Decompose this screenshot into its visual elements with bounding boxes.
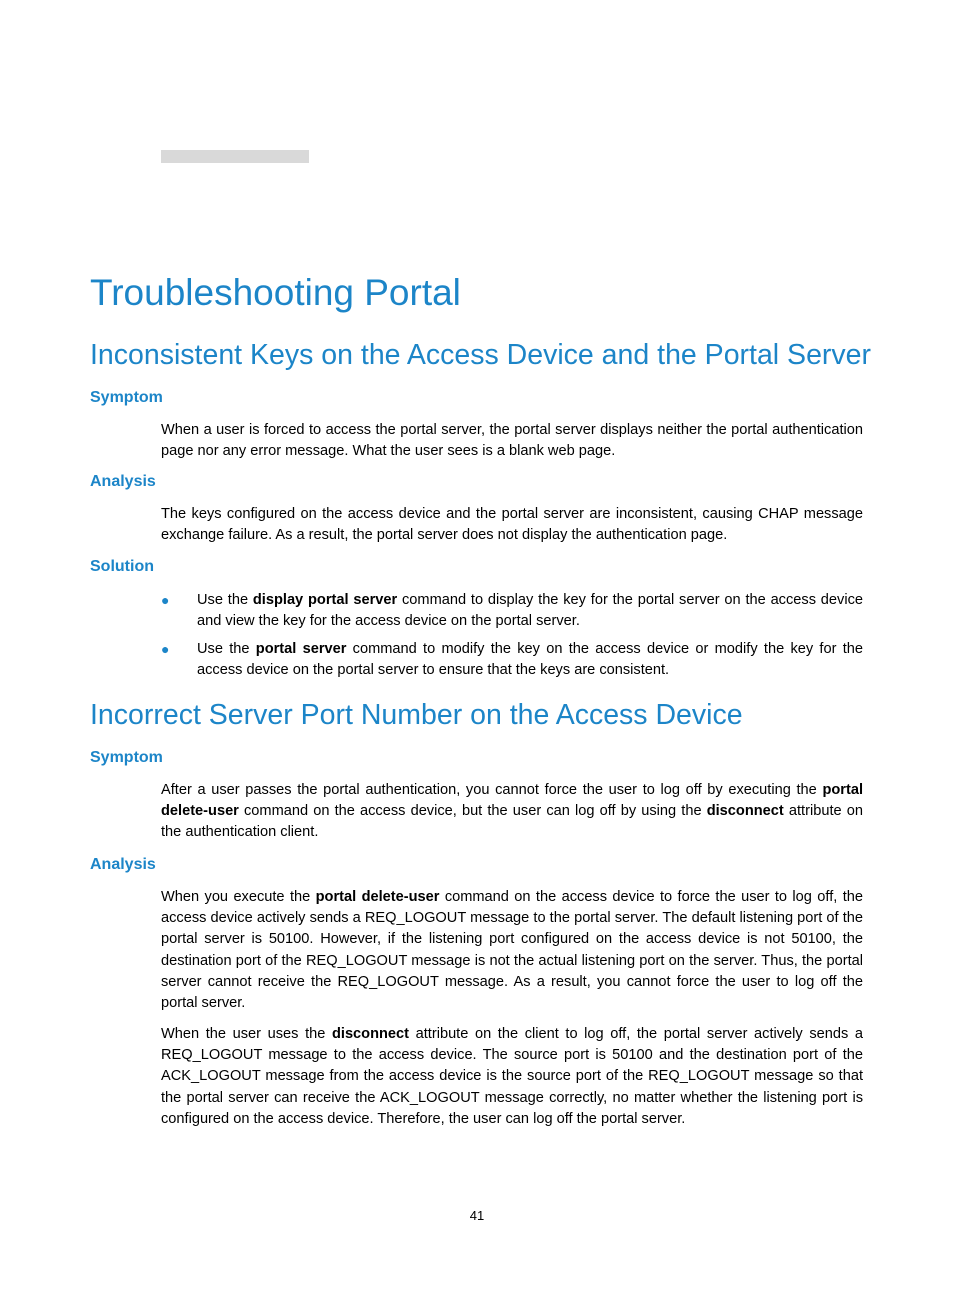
command-name: portal delete-user xyxy=(315,889,440,905)
command-name: display portal server xyxy=(252,592,398,608)
symptom-heading: Symptom xyxy=(90,749,163,766)
bullet-icon: ● xyxy=(161,592,170,608)
solution-item xyxy=(161,639,863,681)
analysis-heading: Analysis xyxy=(90,856,156,873)
analysis-paragraph: The keys configured on the access device and the portal server are inconsistent, causing CHAP message exchange failure. As a result, the portal server does not display the authentication page. xyxy=(161,506,863,544)
section-heading-inconsistent-keys: Inconsistent Keys on the Access Device and the Portal Server xyxy=(90,339,871,371)
page-number: 41 xyxy=(469,1208,485,1223)
symptom-paragraph: When a user is forced to access the portal server, the portal server displays neither the portal authentication page nor any error message. What the user sees is a blank web page. xyxy=(161,422,863,460)
analysis-paragraph: When you execute the portal delete-user command on the access device to force the user to log off, the access device actively sends a REQ_LOGOUT message to the portal server. The default listening port of the portal server is 50100. However, if the listening port configured on the access device is not 50100, the destination port of the REQ_LOGOUT message is not the actual listening port on the server. Thus, the portal server cannot receive the REQ_LOGOUT message. As a result, you cannot force the user to log off the portal server. xyxy=(161,889,863,1012)
solution-item xyxy=(161,590,863,632)
attribute-name: disconnect xyxy=(706,803,784,820)
solution-item-text: Use the portal server command to modify the key on the access device or modify the key for the access device on the portal server to ensure that the keys are consistent. xyxy=(197,641,864,679)
header-bar xyxy=(161,150,309,163)
page-title: Troubleshooting Portal xyxy=(90,272,461,313)
analysis-paragraph: When the user uses the disconnect attribute on the client to log off, the portal server actively sends a REQ_LOGOUT message to the access device. The source port is 50100 and the destination port of the ACK_LOGOUT message from the access device is the source port of the REQ_LOGOUT message so that the portal server can receive the ACK_LOGOUT message correctly, no matter whether the listening port is configured on the access device. Therefore, the user can log off the portal server. xyxy=(161,1026,863,1127)
command-name: portal delete-user xyxy=(161,782,863,820)
solution-item-text: Use the display portal server command to display the key for the portal server on the access device and view the key for the access device on the portal server. xyxy=(197,592,863,630)
section-heading-incorrect-port: Incorrect Server Port Number on the Access Device xyxy=(90,699,743,731)
solution-heading: Solution xyxy=(90,558,154,575)
analysis-heading: Analysis xyxy=(90,473,156,490)
bullet-icon: ● xyxy=(161,641,170,657)
symptom-heading: Symptom xyxy=(90,389,163,406)
command-name: portal server xyxy=(255,641,347,657)
attribute-name: disconnect xyxy=(331,1026,410,1042)
symptom-paragraph: After a user passes the portal authentication, you cannot force the user to log off by executing the portal delete-user command on the access device, but the user can log off by using the disconnect attribute on the authentication client. xyxy=(161,782,863,841)
